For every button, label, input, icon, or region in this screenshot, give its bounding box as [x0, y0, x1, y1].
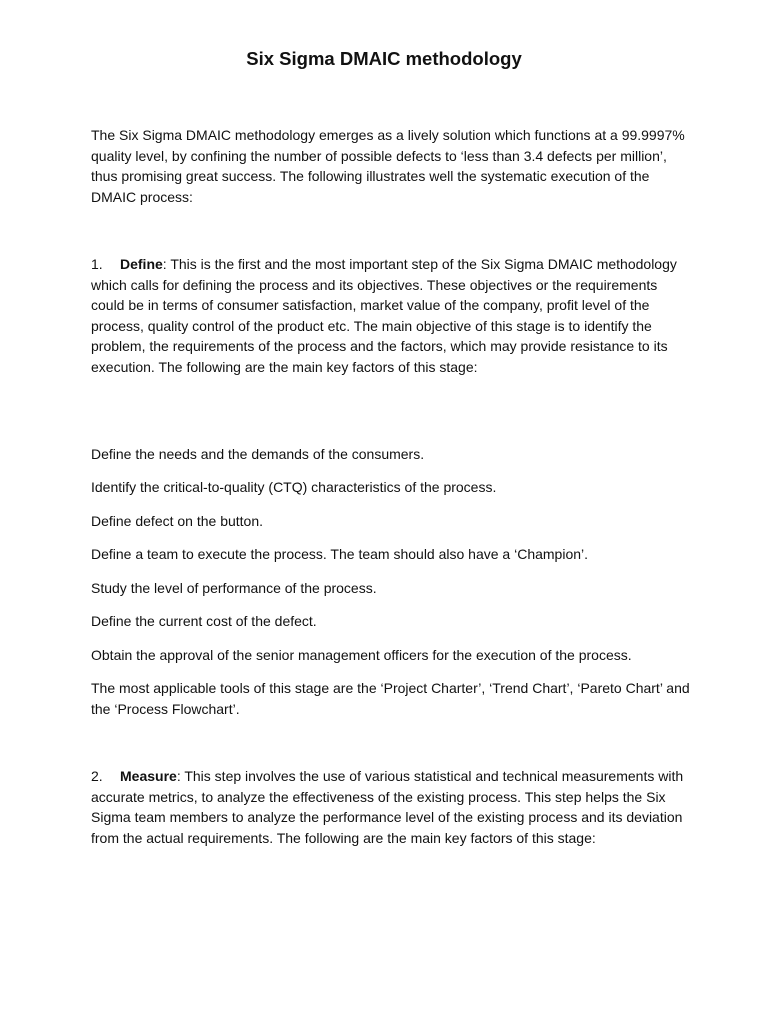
define-step-number: 1. [91, 256, 103, 272]
measure-step-heading: Measure [120, 768, 177, 784]
define-list-item: Identify the critical-to-quality (CTQ) characteristics of the process. [91, 479, 497, 495]
document-title: Six Sigma DMAIC methodology [246, 48, 522, 69]
measure-step-body: : This step involves the use of various statistical and technical measurements with accurate metrics, to analyze the effectiveness of the existing process. This step helps the Six Sigma team members to analyze the performance level of the existing process and its deviation from the actual requirements. The following are the main key factors of this stage: [91, 768, 684, 846]
define-list-item: Study the level of performance of the process. [91, 580, 377, 596]
measure-step-paragraph [91, 766, 691, 848]
define-list-item: Obtain the approval of the senior management officers for the execution of the process. [91, 647, 632, 663]
define-list-item: Define the needs and the demands of the consumers. [91, 446, 425, 462]
intro-paragraph: The Six Sigma DMAIC methodology emerges as a lively solution which functions at a 99.9997% quality level, by confining the number of possible defects to ‘less than 3.4 defects per million’, thus promising great success. The following illustrates well the systematic execution of the DMAIC process: [91, 127, 685, 205]
measure-step-number: 2. [91, 768, 103, 784]
define-list-item: Define defect on the button. [91, 513, 264, 529]
tools-paragraph: The most applicable tools of this stage are the ‘Project Charter’, ‘Trend Chart’, ‘Pareto Chart’ and the ‘Process Flowchart’. [91, 680, 690, 717]
define-step-heading: Define [120, 256, 163, 272]
define-step-body: : This is the first and the most important step of the Six Sigma DMAIC methodology which calls for defining the process and its objectives. These objectives or the requirements could be in terms of consumer satisfaction, market value of the company, profit level of the process, quality control of the product etc. The main objective of this stage is to identify the problem, the requirements of the process and the factors, which may provide resistance to its execution. The following are the main key factors of this stage: [91, 256, 677, 375]
define-list-item: Define the current cost of the defect. [91, 613, 317, 629]
define-step-paragraph [91, 254, 691, 377]
define-list-item: Define a team to execute the process. The team should also have a ‘Champion’. [91, 546, 589, 562]
